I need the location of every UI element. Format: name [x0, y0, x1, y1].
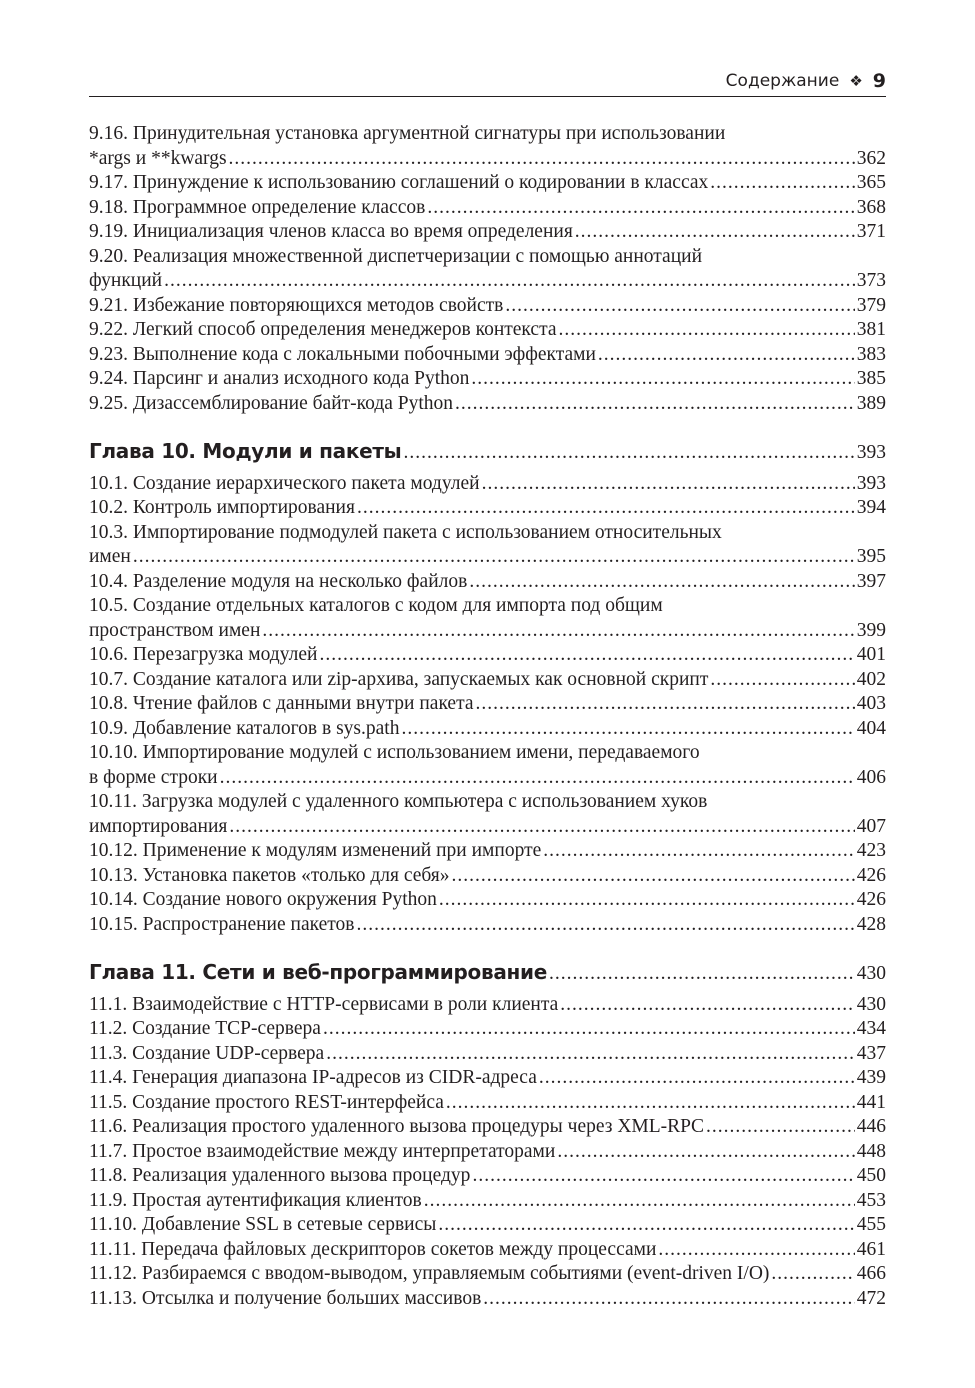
running-header [89, 66, 886, 97]
entry-page: 402 [856, 668, 886, 690]
entry-line [89, 643, 886, 668]
dot-leader [356, 913, 854, 938]
entry-line [89, 318, 886, 343]
entry-page: 430 [856, 993, 886, 1015]
entry-title: 11.6. Реализация простого удаленного вызова процедуры через XML-RPC [89, 1116, 705, 1137]
toc-entry[interactable] [89, 1287, 886, 1312]
entry-title: 11.10. Добавление SSL в сетевые сервисы [89, 1214, 437, 1235]
dot-leader [771, 1262, 854, 1287]
entry-title: 11.12. Разбираемся с вводом-выводом, управляемым событиями (event-driven I/O) [89, 1263, 770, 1284]
entry-line [89, 1189, 886, 1214]
entry-title: 9.24. Парсинг и анализ исходного кода Python [89, 368, 470, 389]
toc-entry[interactable] [89, 1189, 886, 1214]
dot-leader [471, 367, 854, 392]
entry-page: 461 [856, 1238, 886, 1260]
entry-line [89, 864, 886, 889]
entry-line [89, 1066, 886, 1091]
entry-title-line1: 10.11. Загрузка модулей с удаленного компьютера с использованием хуков [89, 791, 708, 812]
toc-entry[interactable] [89, 392, 886, 417]
entry-page: 383 [856, 343, 886, 365]
entry-line [89, 196, 886, 221]
toc-entry[interactable] [89, 1164, 886, 1189]
entry-line [89, 766, 886, 791]
diamond-ornament-icon: ❖ [849, 72, 863, 90]
entry-page: 404 [856, 717, 886, 739]
toc-entry[interactable] [89, 864, 886, 889]
entry-title: 10.4. Разделение модуля на несколько файлов [89, 570, 468, 592]
toc-entry[interactable] [89, 570, 886, 595]
chapter-heading[interactable] [89, 960, 886, 987]
entry-title: 9.25. Дизассемблирование байт-кода Python [89, 392, 454, 414]
dot-leader [539, 1066, 855, 1091]
entry-line [89, 392, 886, 417]
entry-page: 450 [856, 1165, 886, 1186]
entry-title: 10.12. Применение к модулям изменений при импорте [89, 840, 542, 861]
entry-title-line1: 9.20. Реализация множественной диспетчеризации с помощью аннотаций [89, 245, 703, 267]
dot-leader [560, 993, 854, 1018]
entry-title: импортирования [89, 815, 228, 837]
dot-leader [710, 171, 854, 196]
entry-line [89, 1238, 886, 1263]
toc-entry[interactable] [89, 472, 886, 497]
toc-entry[interactable] [89, 294, 886, 319]
toc-entry[interactable] [89, 888, 886, 913]
entry-page: 407 [856, 815, 886, 837]
entry-page: 371 [856, 221, 886, 242]
entry-title: 11.11. Передача файловых дескрипторов сокетов между процессами [89, 1238, 657, 1260]
toc-entry[interactable] [89, 1140, 886, 1165]
dot-leader [543, 839, 855, 864]
dot-leader [559, 318, 855, 343]
dot-leader [229, 147, 855, 172]
chapter-page: 430 [856, 963, 886, 984]
entry-line [89, 1140, 886, 1165]
dot-leader [424, 1189, 855, 1214]
dot-leader [427, 196, 854, 221]
entry-page: 381 [856, 319, 886, 340]
toc-entry[interactable] [89, 245, 886, 294]
dot-leader [229, 815, 854, 840]
dot-leader [452, 864, 855, 889]
entry-title-line1: 10.5. Создание отдельных каталогов с кодом для импорта под общим [89, 595, 663, 616]
dot-leader [323, 1017, 855, 1042]
chapter-heading[interactable] [89, 439, 886, 466]
entry-line [89, 993, 886, 1018]
entry-page: 426 [856, 864, 886, 886]
entry-line [89, 343, 886, 368]
entry-title: *args и **kwargs [89, 147, 227, 169]
chapter-page: 393 [856, 442, 886, 463]
entry-page: 437 [856, 1042, 886, 1064]
entry-title: 9.18. Программное определение классов [89, 196, 426, 218]
entry-title: 11.1. Взаимодействие с HTTP-сервисами в роли клиента [89, 993, 559, 1015]
dot-leader [326, 1042, 855, 1067]
dot-leader [706, 1115, 855, 1140]
dot-leader [472, 1164, 854, 1189]
entry-line [89, 717, 886, 742]
entry-page: 446 [856, 1116, 886, 1137]
entry-title: 10.13. Установка пакетов «только для себя» [89, 864, 450, 886]
entry-title: 11.4. Генерация диапазона IP-адресов из CIDR-адреса [89, 1067, 537, 1088]
entry-line [89, 1091, 886, 1116]
entry-title: 10.14. Создание нового окружения Python [89, 889, 437, 910]
toc-entry[interactable] [89, 1042, 886, 1067]
toc-entry[interactable] [89, 1238, 886, 1263]
entry-page: 426 [856, 889, 886, 910]
toc-entry[interactable] [89, 122, 886, 171]
entry-page: 399 [856, 619, 886, 641]
toc-entry[interactable] [89, 1017, 886, 1042]
toc-entry[interactable] [89, 496, 886, 521]
entry-title: 10.8. Чтение файлов с данными внутри пакета [89, 693, 474, 714]
entry-line [89, 220, 886, 245]
entry-page: 428 [856, 913, 886, 935]
toc-entry[interactable] [89, 1213, 886, 1238]
toc-entry[interactable] [89, 993, 886, 1018]
entry-line [89, 496, 886, 521]
entry-title: 10.7. Создание каталога или zip-архива, запускаемых как основной скрипт [89, 668, 709, 690]
dot-leader [164, 269, 855, 294]
entry-line [89, 269, 886, 294]
entry-line [89, 888, 886, 913]
entry-title-line1: 9.16. Принудительная установка аргументной сигнатуры при использовании [89, 123, 726, 144]
toc-entry[interactable] [89, 343, 886, 368]
toc-entry[interactable] [89, 1115, 886, 1140]
dot-leader [557, 1140, 854, 1165]
entry-page: 379 [856, 294, 886, 316]
entry-page: 365 [856, 172, 886, 193]
toc-entry[interactable] [89, 741, 886, 790]
toc-entry[interactable] [89, 1091, 886, 1116]
entry-title: 10.9. Добавление каталогов в sys.path [89, 717, 400, 739]
dot-leader [549, 962, 855, 987]
entry-line [89, 692, 886, 717]
toc-entry[interactable] [89, 594, 886, 643]
entry-page: 472 [856, 1287, 886, 1309]
entry-line [89, 367, 886, 392]
toc-entry[interactable] [89, 668, 886, 693]
entry-page: 403 [856, 693, 886, 714]
entry-title: 11.13. Отсылка и получение больших массивов [89, 1287, 482, 1309]
entry-page: 448 [856, 1140, 886, 1162]
entry-title: 9.21. Избежание повторяющихся методов свойств [89, 294, 504, 316]
entry-title: 9.23. Выполнение кода с локальными побочными эффектами [89, 343, 596, 365]
toc-entry[interactable] [89, 220, 886, 245]
dot-leader [262, 619, 854, 644]
entry-title: 9.22. Легкий способ определения менеджеров контекста [89, 319, 557, 340]
dot-leader [401, 717, 854, 742]
entry-page: 423 [856, 840, 886, 861]
entry-page: 453 [856, 1189, 886, 1211]
entry-line [89, 570, 886, 595]
dot-leader [482, 472, 855, 497]
entry-line [89, 913, 886, 938]
header-title: Содержание [725, 71, 840, 91]
entry-title: в форме строки [89, 766, 218, 788]
toc-entry[interactable] [89, 1066, 886, 1091]
entry-line [89, 1213, 886, 1238]
toc-entry[interactable] [89, 318, 886, 343]
dot-leader [710, 668, 854, 693]
chapter-title: Глава 10. Модули и пакеты [89, 439, 402, 463]
entry-line [89, 294, 886, 319]
entry-title-line1: 10.10. Импортирование модулей с использованием имени, передаваемого [89, 742, 700, 763]
table-of-contents [89, 122, 886, 1311]
entry-title: 11.9. Простая аутентификация клиентов [89, 1189, 422, 1211]
entry-line [89, 472, 886, 497]
entry-title: 11.3. Создание UDP-сервера [89, 1042, 325, 1064]
entry-page: 385 [856, 368, 886, 389]
dot-leader [357, 496, 855, 521]
dot-leader [438, 1213, 854, 1238]
entry-page: 406 [856, 766, 886, 788]
entry-page: 439 [856, 1067, 886, 1088]
dot-leader [476, 692, 855, 717]
entry-title: пространством имен [89, 619, 261, 641]
dot-leader [598, 343, 855, 368]
dot-leader [455, 392, 855, 417]
entry-page: 362 [856, 147, 886, 169]
entry-title: 11.2. Создание TCP-сервера [89, 1018, 321, 1039]
entry-line [89, 815, 886, 840]
entry-page: 368 [856, 196, 886, 218]
toc-entry[interactable] [89, 692, 886, 717]
entry-title: 10.2. Контроль импортирования [89, 497, 355, 518]
dot-leader [133, 545, 855, 570]
entry-page: 395 [856, 546, 886, 567]
dot-leader [220, 766, 855, 791]
toc-entry[interactable] [89, 643, 886, 668]
entry-page: 455 [856, 1214, 886, 1235]
entry-line [89, 619, 886, 644]
entry-page: 373 [856, 270, 886, 291]
entry-page: 466 [856, 1263, 886, 1284]
toc-entry[interactable] [89, 790, 886, 839]
entry-page: 397 [856, 570, 886, 592]
entry-line [89, 147, 886, 172]
dot-leader [403, 441, 854, 466]
entry-line [89, 668, 886, 693]
toc-entry[interactable] [89, 839, 886, 864]
toc-entry[interactable] [89, 1262, 886, 1287]
entry-line [89, 1115, 886, 1140]
toc-entry[interactable] [89, 521, 886, 570]
entry-page: 401 [856, 644, 886, 665]
dot-leader [319, 643, 854, 668]
entry-title: 10.1. Создание иерархического пакета модулей [89, 472, 480, 494]
entry-title: 9.17. Принуждение к использованию соглашений о кодировании в классах [89, 172, 709, 193]
toc-entry[interactable] [89, 913, 886, 938]
entry-title: 10.6. Перезагрузка модулей [89, 644, 318, 665]
entry-line [89, 1017, 886, 1042]
chapter-title: Глава 11. Сети и веб-программирование [89, 960, 548, 984]
toc-entry[interactable] [89, 717, 886, 742]
dot-leader [658, 1238, 854, 1263]
page-number: 9 [872, 70, 886, 92]
entry-title: имен [89, 546, 131, 567]
entry-line [89, 1042, 886, 1067]
entry-page: 389 [856, 392, 886, 414]
toc-entry[interactable] [89, 196, 886, 221]
entry-title: 9.19. Инициализация членов класса во время определения [89, 221, 573, 242]
toc-entry[interactable] [89, 171, 886, 196]
entry-title: 11.7. Простое взаимодействие между интерпретаторами [89, 1140, 556, 1162]
entry-page: 441 [856, 1091, 886, 1113]
entry-line [89, 1262, 886, 1287]
entry-page: 434 [856, 1018, 886, 1039]
dot-leader [575, 220, 855, 245]
dot-leader [446, 1091, 855, 1116]
entry-title: 11.5. Создание простого REST-интерфейса [89, 1091, 444, 1113]
dot-leader [469, 570, 854, 595]
entry-title: 11.8. Реализация удаленного вызова процедур [89, 1165, 471, 1186]
entry-title: 10.15. Распространение пакетов [89, 913, 355, 935]
entry-line [89, 545, 886, 570]
toc-entry[interactable] [89, 367, 886, 392]
entry-line [89, 171, 886, 196]
entry-line [89, 839, 886, 864]
entry-line [89, 1287, 886, 1312]
entry-title: функций [89, 270, 163, 291]
entry-page: 394 [856, 497, 886, 518]
dot-leader [483, 1287, 854, 1312]
entry-title-line1: 10.3. Импортирование подмодулей пакета с использованием относительных [89, 521, 722, 543]
dot-leader [505, 294, 854, 319]
dot-leader [439, 888, 855, 913]
entry-line [89, 1164, 886, 1189]
entry-page: 393 [856, 472, 886, 494]
